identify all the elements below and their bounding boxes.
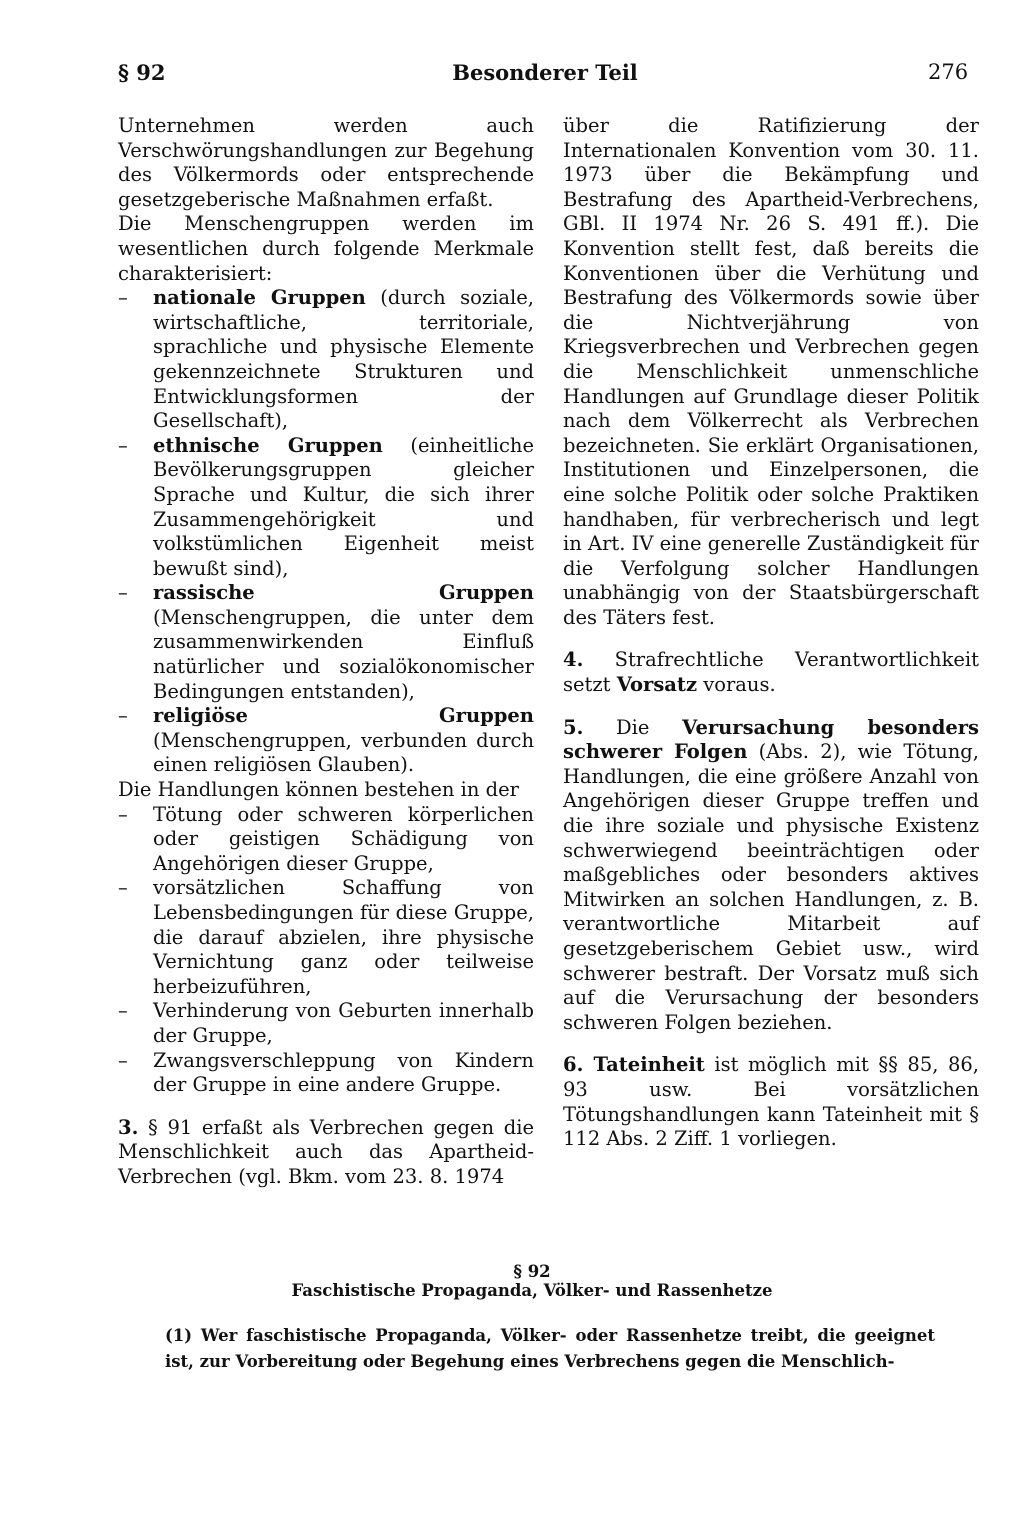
paragraph-text: Die bbox=[583, 715, 683, 739]
header-title: Besonderer Teil bbox=[452, 60, 638, 85]
paragraph-text: § 91 erfaßt als Verbrechen gegen die Menschlichkeit auch das Apartheid-Verbrechen (vgl. Bkm. vom 23. 8. 1974 bbox=[118, 1115, 534, 1188]
bold-term: Tateinheit bbox=[583, 1053, 705, 1077]
list-item: – Zwangsverschleppung von Kindern der Gruppe in eine andere Gruppe. bbox=[118, 1049, 534, 1098]
bold-term: ethnische Gruppen bbox=[153, 433, 383, 457]
numbered-paragraph bbox=[563, 1053, 979, 1151]
list-item: – vorsätzlichen Schaffung von Lebensbedingungen für diese Gruppe, die darauf abzielen, ihre physische Vernichtung ganz oder teilweise herbeizuführen, bbox=[118, 876, 534, 999]
numbered-paragraph bbox=[118, 1116, 534, 1190]
statute-title: Faschistische Propaganda, Völker- und Rassenhetze bbox=[291, 1281, 773, 1300]
paragraph: über die Ratifizierung der Internationalen Konvention vom 30. 11. 1973 über die Bekämpfung und Bestrafung des Apartheid-Verbrechens, GBl. II 1974 Nr. 26 S. 491 ff.). Die Konvention stellt fest, daß bereits die Konventionen über die Verhütung und Bestrafung des Völkermords sowie über die Nichtverjährung von Kriegsverbrechen und Verbrechen gegen die Menschlichkeit unmenschliche Handlungen auf Grundlage dieser Politik nach dem Völkerrecht als Verbrechen bezeichneten. Sie erklärt Organisationen, Institutionen und Einzelpersonen, die eine solche Politik oder solche Praktiken handhaben, für verbrecherisch und legt in Art. IV eine generelle Zuständigkeit für die Verfolgung solcher Handlungen unabhängig von der Staatsbürgerschaft des Täters fest. bbox=[563, 114, 979, 629]
paragraph-text: voraus. bbox=[697, 673, 776, 697]
paragraph-number: 4. bbox=[563, 648, 584, 672]
paragraph-text: ist möglich mit §§ 85, 86, 93 usw. Bei vorsätzlichen Tötungshandlungen kann Tateinheit mit § 112 Abs. 2 Ziff. 1 vorliegen. bbox=[563, 1053, 979, 1151]
list-item bbox=[118, 434, 534, 582]
list-item: – Tötung oder schweren körperlichen oder geistigen Schädigung von Angehörigen dieser Gruppe, bbox=[118, 803, 534, 877]
list-item bbox=[118, 286, 534, 434]
header-section: § 92 bbox=[118, 60, 166, 85]
paragraph-number: 6. bbox=[563, 1053, 584, 1077]
page-number: 276 bbox=[928, 60, 969, 84]
bold-term: nationale Gruppen bbox=[153, 286, 366, 310]
left-column bbox=[118, 114, 534, 1190]
list-item-text: (Menschengruppen, verbunden durch einen religiösen Glauben). bbox=[153, 728, 534, 777]
paragraph: Unternehmen werden auch Verschwörungshandlungen zur Begehung des Völkermords oder entsprechende gesetzgeberische Maßnahmen erfaßt. bbox=[118, 114, 534, 211]
numbered-paragraph bbox=[563, 648, 979, 697]
list-item: – Verhinderung von Geburten innerhalb der Gruppe, bbox=[118, 999, 534, 1048]
list-item-text: (Menschengruppen, die unter dem zusammenwirkenden Einfluß natürlicher und sozialökonomischer Bedingungen entstanden), bbox=[153, 605, 534, 703]
list-item-text: (einheitliche Bevölkerungsgruppen gleicher Sprache und Kultur, die sich ihrer Zusammengehörigkeit und volkstümlichen Eigenheit meist bewußt sind), bbox=[153, 433, 535, 580]
right-column bbox=[563, 114, 979, 1152]
paragraph: Die Handlungen können bestehen in der bbox=[118, 778, 519, 802]
list-item bbox=[118, 581, 534, 704]
bold-term: rassische Gruppen bbox=[153, 581, 534, 605]
paragraph-number: 5. bbox=[563, 715, 584, 739]
bold-term: Verursachung besonders schwerer Folgen bbox=[563, 715, 979, 764]
list-item-text: (durch soziale, wirtschaftliche, territoriale, sprachliche und physische Elemente gekennzeichnete Strukturen und Entwicklungsformen der Gesellschaft), bbox=[153, 286, 534, 433]
numbered-paragraph bbox=[563, 716, 979, 1036]
bold-term: religiöse Gruppen bbox=[153, 704, 534, 728]
paragraph-text: Strafrechtliche Verantwortlichkeit setzt bbox=[563, 648, 979, 697]
statute-paragraph: (1) Wer faschistische Propaganda, Völker- oder Rassenhetze treibt, die geeignet ist, zur Vorbereitung oder Begehung eines Verbrechens gegen die Menschlich- bbox=[165, 1326, 935, 1371]
paragraph: Die Menschengruppen werden im wesentlichen durch folgende Merkmale charakterisiert: bbox=[118, 212, 534, 285]
paragraph-text: (Abs. 2), wie Tötung, Handlungen, die eine größere Anzahl von Angehörigen dieser Gruppe treffen und die ihre soziale und physische Existenz schwerwiegend beeinträchtigen oder maßgebliches oder besonders aktives Mitwirken an solchen Handlungen, z. B. verantwortliche Mitarbeit auf gesetzgeberischem Gebiet usw., wird schwerer bestraft. Der Vorsatz muß sich auf die Verursachung der besonders schweren Folgen beziehen. bbox=[563, 740, 979, 1034]
paragraph-number: 3. bbox=[118, 1115, 139, 1139]
bold-term: Vorsatz bbox=[616, 673, 698, 697]
statute-section-number: § 92 bbox=[513, 1262, 551, 1281]
list-item bbox=[118, 704, 534, 778]
